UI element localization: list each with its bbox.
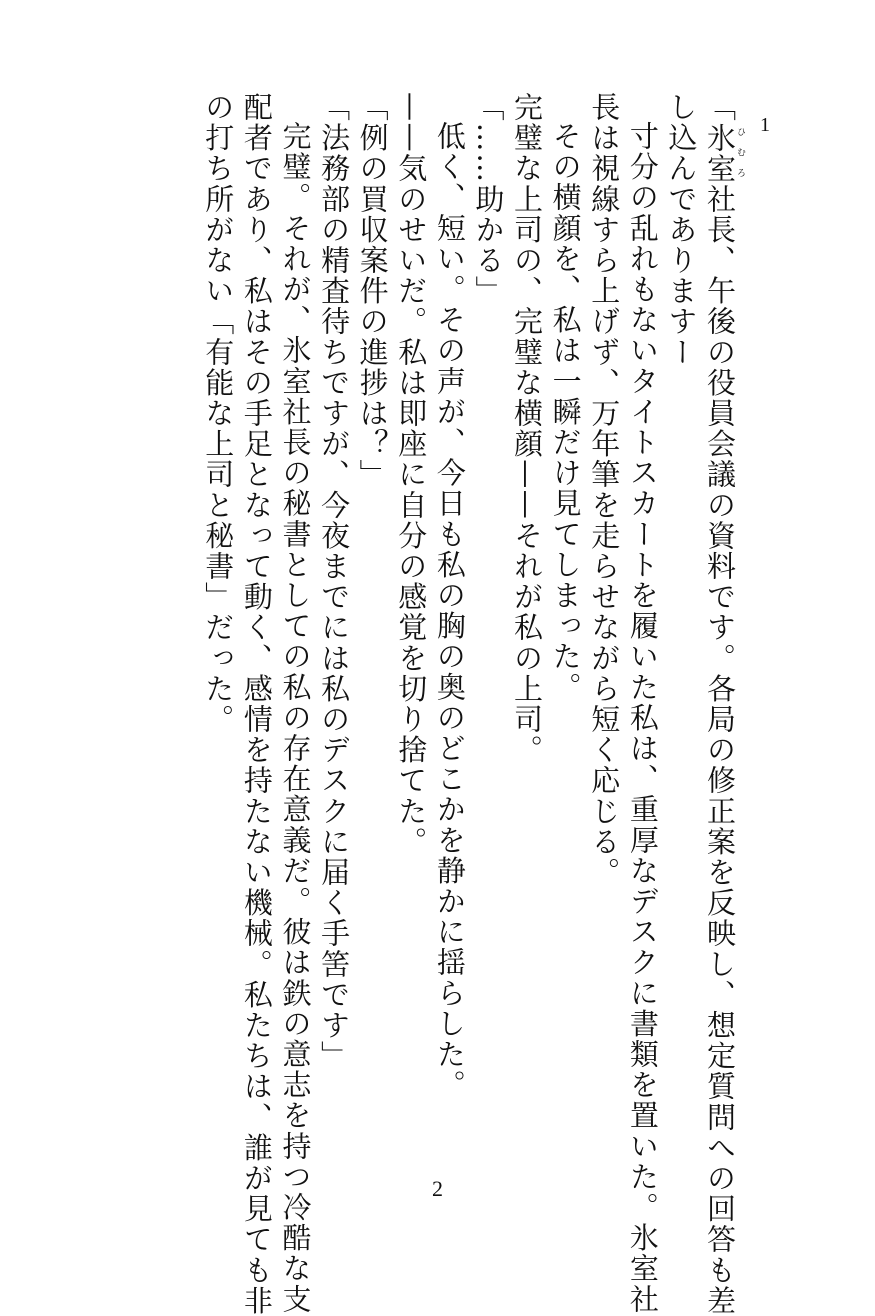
text-line: 「……助かる」 (471, 92, 506, 307)
text-line: 寸分の乱れもないタイトスカートを履いた私は、重厚なデスクに書類を置いた。氷室社 (625, 121, 660, 1315)
text-line (700, 92, 745, 1316)
text-line: 配者であり、私はその手足となって動く、感情を持たない機械。私たちは、誰が見ても非 (239, 92, 274, 1316)
chapter-number: 1 (760, 114, 770, 136)
text-line: し込んでありますー (664, 92, 699, 368)
text-line: 「例の買収案件の進捗は？」 (355, 92, 390, 490)
text-line: 完璧。それが、氷室社長の秘書としての私の存在意義だ。彼は鉄の意志を持つ冷酷な支 (278, 121, 313, 1315)
text-line: 完璧な上司の、完璧な横顔——それが私の上司。 (510, 92, 545, 766)
vertical-body-text (199, 92, 745, 1316)
text-line: その横顔を、私は一瞬だけ見てしまった。 (548, 121, 583, 703)
text-fragment: 「 (703, 92, 737, 123)
page-number: 2 (432, 1176, 443, 1201)
text-line: ——気のせいだ。私は即座に自分の感覚を切り捨てた。 (394, 92, 429, 857)
ruby-reading: ひむろ (735, 122, 745, 184)
ruby-annotation (703, 122, 745, 184)
text-line: 「法務部の精査待ちですが、今夜までには私のデスクに届く手筈です」 (317, 92, 352, 1072)
text-fragment: 社長、午後の役員会議の資料です。各局の修正案を反映し、想定質問への回答も差 (703, 183, 737, 1316)
text-line: 長は視線すら上げず、万年筆を走らせながら短く応じる。 (587, 92, 622, 888)
text-line: 低く、短い。その声が、今日も私の胸の奥のどこかを静かに揺らした。 (432, 121, 467, 1101)
text-line: の打ち所がない「有能な上司と秘書」だった。 (201, 92, 236, 735)
ruby-base: 氷室 (703, 122, 737, 184)
